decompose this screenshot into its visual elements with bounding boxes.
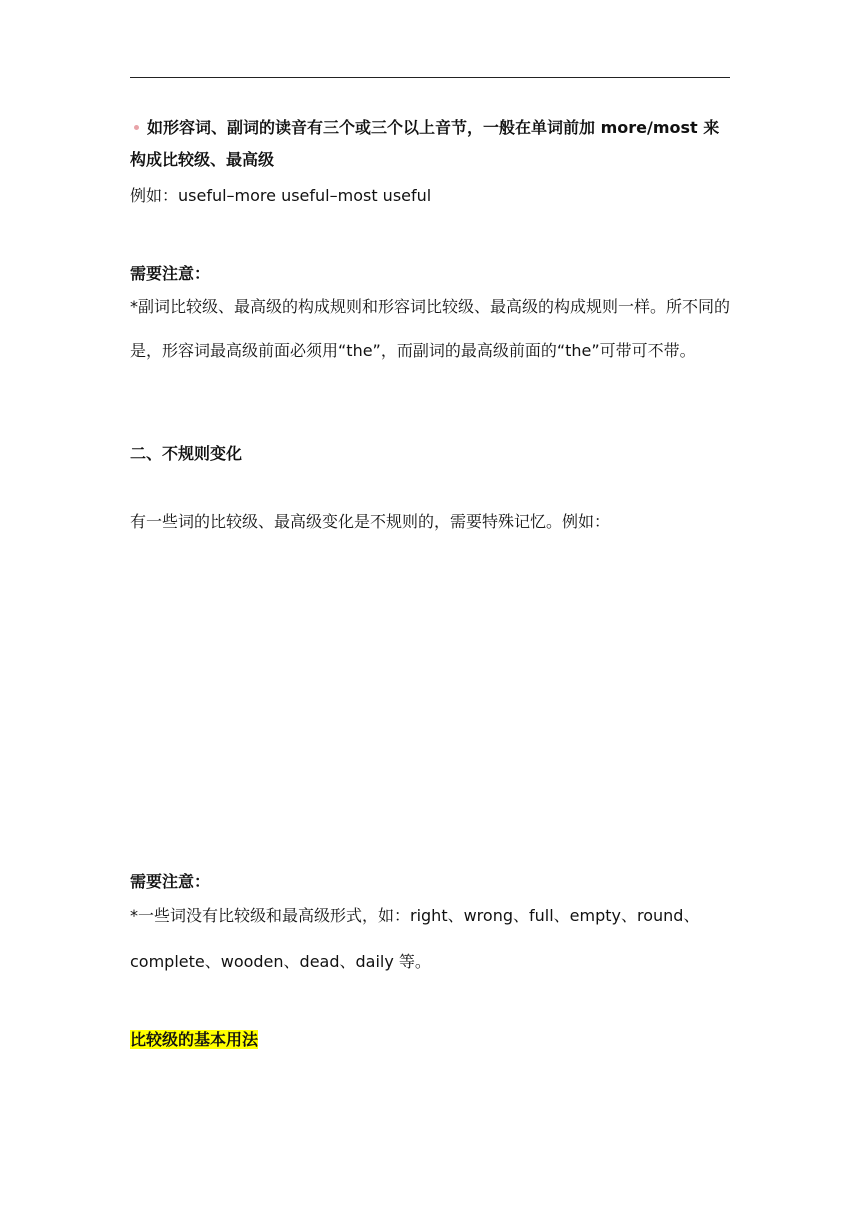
bullet-paragraph [130,112,730,176]
bullet-text: 如形容词、副词的读音有三个或三个以上音节，一般在单词前加 more/most 来构成比较级、最高级 [130,118,720,169]
note-body-2: *一些词没有比较级和最高级形式，如：right、wrong、full、empty、round、complete、wooden、dead、daily 等。 [130,906,700,971]
irregular-intro: 有一些词的比较级、最高级变化是不规则的，需要特殊记忆。例如： [130,512,611,531]
note-body-1: *副词比较级、最高级的构成规则和形容词比较级、最高级的构成规则一样。所不同的是，形容词最高级前面必须用“the”，而副词的最高级前面的“the”可带可不带。 [130,297,731,360]
note-heading-1: 需要注意： [130,264,211,283]
section-heading-comparative-usage [130,1024,730,1056]
header-divider [130,77,730,78]
bullet-dot-icon [134,125,139,130]
example-line: 例如：useful–more useful–most useful [130,186,432,205]
section-heading-irregular: 二、不规则变化 [130,444,243,463]
note-heading-2: 需要注意： [130,872,211,891]
highlighted-heading: 比较级的基本用法 [130,1030,259,1049]
